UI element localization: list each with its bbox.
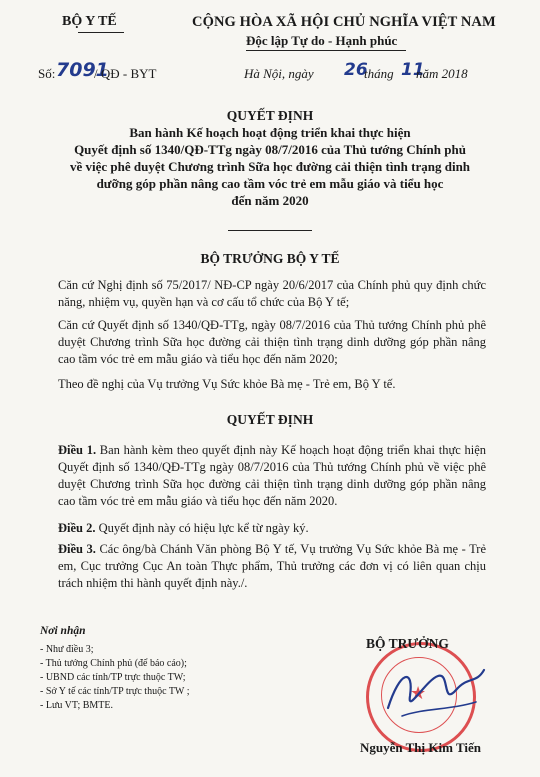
article-text: Các ông/bà Chánh Văn phòng Bộ Y tế, Vụ trưởng Vụ Sức khỏe Bà mẹ - Trẻ em, Cục trưởng Cục An toàn Thực phẩm, Thủ trưởng các đơn vị có liên quan chịu trách nhiệm thi hành quyết định này./. [58,542,487,590]
article-text: Quyết định này có hiệu lực kể từ ngày ký. [95,521,309,535]
doc-number-suffix: / QĐ - BYT [94,66,157,81]
citation-paragraph: Căn cứ Nghị định số 75/2017/ NĐ-CP ngày 20/6/2017 của Chính phủ quy định chức năng, nhiệm vụ, quyền hạn và cơ cấu tổ chức của Bộ Y tế; [58,278,486,309]
subject-line: dưỡng góp phần nâng cao tầm vóc trẻ em mẫu giáo và tiểu học [96,176,444,191]
citation-paragraph: Căn cứ Quyết định số 1340/QĐ-TTg, ngày 08/7/2016 của Thủ tướng Chính phủ phê duyệt Chương trình Sữa học đường cải thiện tình trạng dinh dưỡng góp phần nâng cao tầm vóc trẻ em mẫu giáo và tiểu học đến năm 2020; [58,318,486,366]
article-text: Ban hành kèm theo quyết định này Kế hoạch hoạt động triển khai thực hiện Quyết định số 1340/QĐ-TTg ngày 08/7/2016 của Thủ tướng Chính phủ về việc phê duyệt Chương trình Sữa học đường cải thiện tình trạng dinh dưỡng góp phần nâng cao tầm vóc trẻ em mẫu giáo và tiểu học đến năm 2020. [58,443,486,508]
motto-underline [246,50,406,51]
subject-line: Quyết định số 1340/QĐ-TTg ngày 08/7/2016 của Thủ tướng Chính phủ [74,142,466,157]
subject-line: Ban hành Kế hoạch hoạt động triển khai thực hiện [129,125,411,140]
issuing-agency: BỘ Y TẾ [62,14,117,29]
article-label: Điều 1. [58,443,97,457]
decides-heading: QUYẾT ĐỊNH [226,412,314,427]
document-title: QUYẾT ĐỊNH [226,108,314,123]
doc-number-label: Số: [38,66,56,81]
article-2 [58,520,486,537]
article-label: Điều 3. [58,542,96,556]
recipients-title: Nơi nhận [40,625,86,637]
subject-line: đến năm 2020 [231,193,309,208]
signer-name: Nguyễn Thị Kim Tiến [360,740,482,755]
authority-heading: BỘ TRƯỞNG BỘ Y TẾ [200,251,340,266]
handwritten-signature [380,650,490,730]
article-1 [58,442,486,510]
recipient-item: - Như điều 3; [40,644,94,655]
date-month-handwritten: 11 [401,60,425,80]
subject-line: về việc phê duyệt Chương trình Sữa học đường cải thiện tình trạng dinh [69,159,471,174]
national-motto: Độc lập Tự do - Hạnh phúc [246,33,398,48]
citation-paragraph: Theo đề nghị của Vụ trưởng Vụ Sức khỏe Bà mẹ - Trẻ em, Bộ Y tế. [58,377,396,391]
doc-number-handwritten: 7091 [56,59,109,81]
recipient-item: - Thủ tướng Chính phủ (để báo cáo); [40,658,187,669]
date-year: năm 2018 [416,66,468,81]
subject-underline [228,230,312,231]
date-month-label: tháng [364,66,394,81]
national-title: CỘNG HÒA XÃ HỘI CHỦ NGHĨA VIỆT NAM [192,14,496,30]
recipient-item: - Sở Y tế các tỉnh/TP trực thuộc TW ; [40,686,190,697]
agency-underline [78,32,124,33]
date-day-handwritten: 26 [344,60,368,80]
date-place: Hà Nội, ngày [244,66,314,81]
article-label: Điều 2. [58,521,96,535]
recipient-item: - UBND các tỉnh/TP trực thuộc TW; [40,672,186,683]
article-3 [58,541,486,592]
seal-star-icon: ★ [410,683,427,703]
signer-title: BỘ TRƯỞNG [366,636,449,651]
document-subject [40,124,500,209]
recipient-item: - Lưu VT; BMTE. [40,700,114,711]
